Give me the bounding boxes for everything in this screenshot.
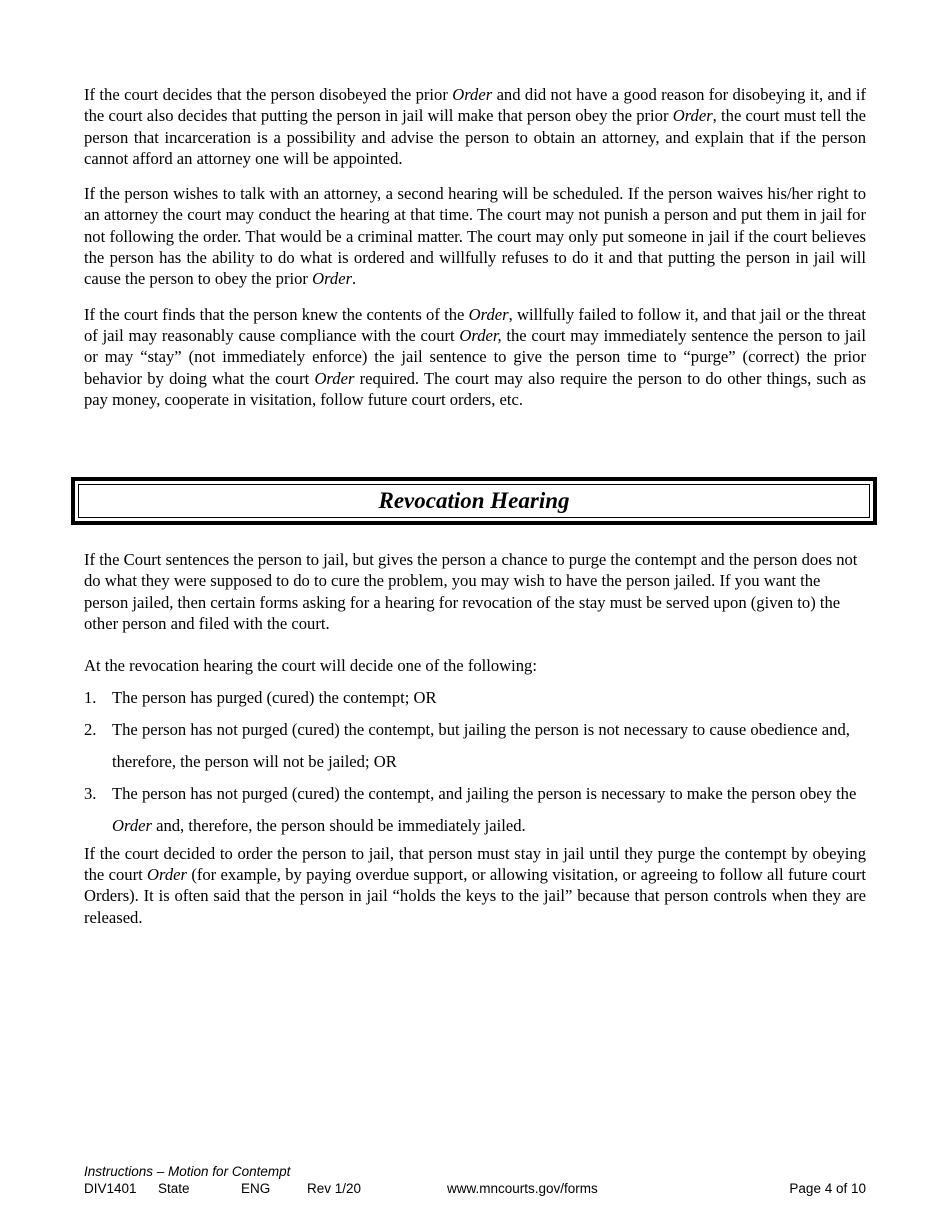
list-item	[84, 714, 866, 778]
list-item-text	[112, 720, 850, 771]
list-item	[84, 687, 866, 708]
revocation-section	[84, 549, 866, 928]
footer-form-id: DIV1401	[84, 1181, 137, 1196]
text-run: The person has purged (cured) the contempt; OR	[112, 688, 437, 708]
list-item-text	[112, 784, 856, 835]
italic-text: Order	[468, 304, 509, 324]
footer-website: www.mncourts.gov/forms	[447, 1181, 598, 1196]
italic-text: Order	[312, 269, 353, 289]
paragraph-attorney	[84, 183, 866, 289]
page-footer	[84, 1163, 866, 1197]
list-item-text	[112, 688, 437, 707]
text-run: , willfully failed to follow it, and that jail or the threat of jail may reasonably cause compliance with the court	[84, 304, 867, 345]
text-run: The person has not purged (cured) the contempt, and jailing the person is necessary to make the person obey the	[112, 783, 857, 803]
list-intro: At the revocation hearing the court will decide one of the following:	[84, 656, 537, 676]
footer-page-number: Page 4 of 10	[789, 1181, 866, 1196]
list-item-number: 1.	[84, 688, 97, 708]
section-heading-inner-border	[78, 484, 870, 518]
text-run: and did not have a good reason for disobeying it, and if the court also decides that putting the person in jail will make that person obey the prior	[84, 85, 866, 126]
italic-text: Order,	[459, 325, 502, 345]
text-run: The person has not purged (cured) the contempt, but jailing the person is not necessary to cause obedience and, therefore, the person will not be jailed; OR	[112, 719, 850, 771]
text-run: the court may immediately sentence the person to jail or may “stay” (not immediately enforce) the jail sentence to give the person time to “purge” (correct) the prior behavior by doing what the court	[84, 325, 866, 388]
text-run: required. The court may also require the person to do other things, such as pay money, cooperate in visitation, follow future court orders, etc.	[84, 368, 866, 409]
italic-text: Order	[314, 368, 355, 388]
footer-language: ENG	[241, 1181, 271, 1196]
italic-text: Order	[147, 865, 187, 885]
section-heading-box	[71, 477, 877, 525]
list-item	[84, 778, 866, 842]
text-run: If the court finds that the person knew the contents of the	[84, 304, 469, 324]
text-run: If the court decides that the person disobeyed the prior	[84, 85, 453, 104]
text-run: (for example, by paying overdue support, or allowing visitation, or agreeing to follow all future court Orders). It is often said that the person in jail “holds the keys to the jail” because that person controls when they are released.	[84, 865, 866, 927]
paragraph-disobeyed-order	[84, 84, 866, 169]
list-item-number: 3.	[84, 783, 97, 803]
text-run: and, therefore, the person should be immediately jailed.	[151, 815, 526, 835]
footer-jurisdiction: State	[158, 1181, 190, 1196]
text-run: If the court decided to order the person to jail, that person must stay in jail until they purge the contempt by obeying the court	[84, 843, 866, 885]
footer-title: Instructions – Motion for Contempt	[84, 1164, 291, 1179]
italic-text: Order	[452, 85, 493, 104]
section-heading: Revocation Hearing	[378, 488, 570, 513]
text-run: , the court must tell the person that incarceration is a possibility and advise the person to obtain an attorney, and explain that if the person cannot afford an attorney one will be appointed.	[84, 106, 867, 168]
footer-revision: Rev 1/20	[307, 1181, 362, 1196]
italic-text: Order	[672, 106, 713, 126]
list-item-number: 2.	[84, 719, 97, 739]
footer-meta-row	[84, 1180, 866, 1197]
paragraph-closing	[84, 843, 866, 928]
outcome-list	[84, 687, 866, 841]
paragraph-findings	[84, 304, 866, 410]
document-body	[84, 84, 866, 410]
italic-text: Order	[112, 815, 152, 835]
text-run: .	[352, 269, 357, 289]
text-run: If the person wishes to talk with an attorney, a second hearing will be scheduled. If the person waives his/her right to an attorney the court may conduct the hearing at that time. The court may not punish a person and put them in jail for not following the order. That would be a criminal matter. The court may only put someone in jail if the court believes the person has the ability to do what is ordered and willfully refuses to do it and that putting the person in jail will cause the person to obey the prior	[84, 184, 866, 289]
paragraph-revocation-intro: If the Court sentences the person to jail, but gives the person a chance to purge the contempt and the person does not do what they were supposed to do to cure the problem, you may wish to have the person jailed. If you want the person jailed, then certain forms asking for a hearing for revocation of the stay must be served upon (given to) the other person and filed with the court.	[84, 550, 858, 633]
